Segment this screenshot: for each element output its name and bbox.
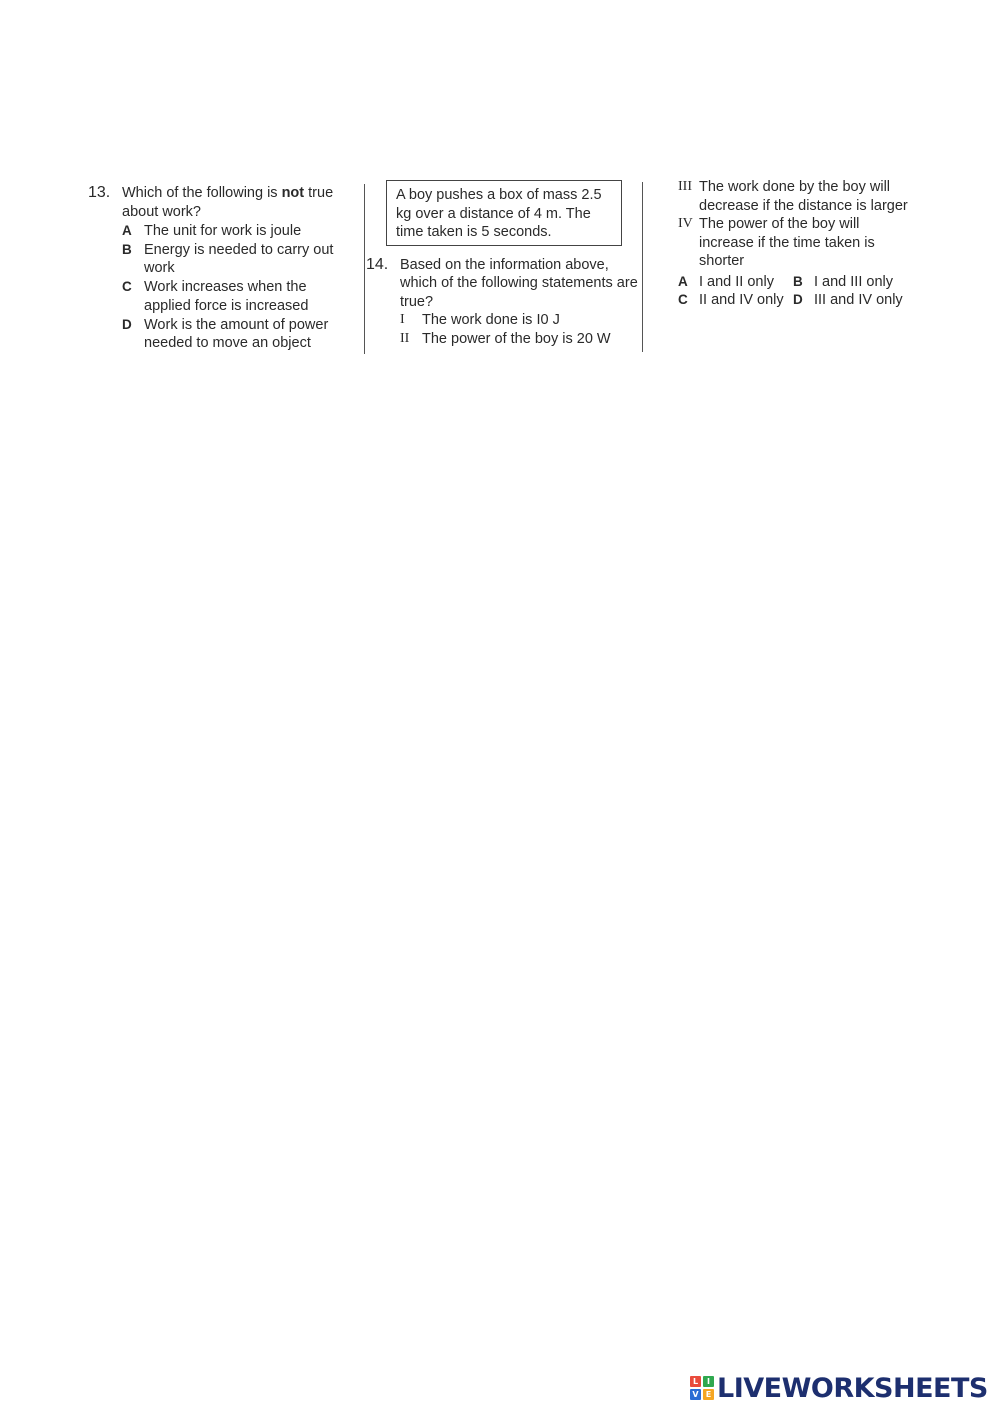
answer-c: C II and IV only	[678, 292, 784, 308]
logo-icon-i: I	[703, 1376, 714, 1387]
liveworksheets-logo	[690, 1374, 988, 1402]
logo-icon-v: V	[690, 1389, 701, 1400]
logo-icon-l: L	[690, 1376, 701, 1387]
statement-iv: IV The power of the boy will increase if the time taken is shorter	[678, 216, 875, 269]
option-b: B Energy is needed to carry out work	[122, 241, 334, 276]
info-box: A boy pushes a box of mass 2.5 kg over a distance of 4 m. The time taken is 5 seconds.	[386, 180, 622, 246]
logo-icon-e: E	[703, 1389, 714, 1400]
answer-b: B I and III only	[793, 273, 893, 290]
question-14	[366, 180, 638, 348]
options-list	[122, 222, 350, 353]
logo-text: LIVEWORKSHEETS	[717, 1372, 988, 1404]
question-14-continued	[678, 178, 918, 310]
logo-icon	[690, 1376, 714, 1400]
column-divider	[642, 182, 643, 352]
question-number: 13.	[88, 184, 111, 201]
question-13	[88, 184, 350, 353]
answer-options	[678, 273, 918, 310]
column-divider	[364, 184, 365, 354]
statement-ii: II The power of the boy is 20 W	[400, 330, 611, 347]
question-text: Which of the following is not true about work?	[122, 185, 334, 220]
question-text: Based on the information above, which of the following statements are true?	[400, 256, 638, 310]
answer-a: A I and II only	[678, 273, 774, 290]
option-a: A The unit for work is joule	[122, 222, 302, 239]
answer-d: D III and IV only	[793, 292, 903, 308]
option-d: D Work is the amount of power needed to move an object	[122, 316, 329, 351]
question-number: 14.	[366, 255, 389, 273]
statement-i: I The work done is I0 J	[400, 312, 560, 328]
statement-iii: III The work done by the boy will decrease if the distance is larger	[678, 179, 908, 214]
option-c: C Work increases when the applied force is increased	[122, 279, 309, 314]
